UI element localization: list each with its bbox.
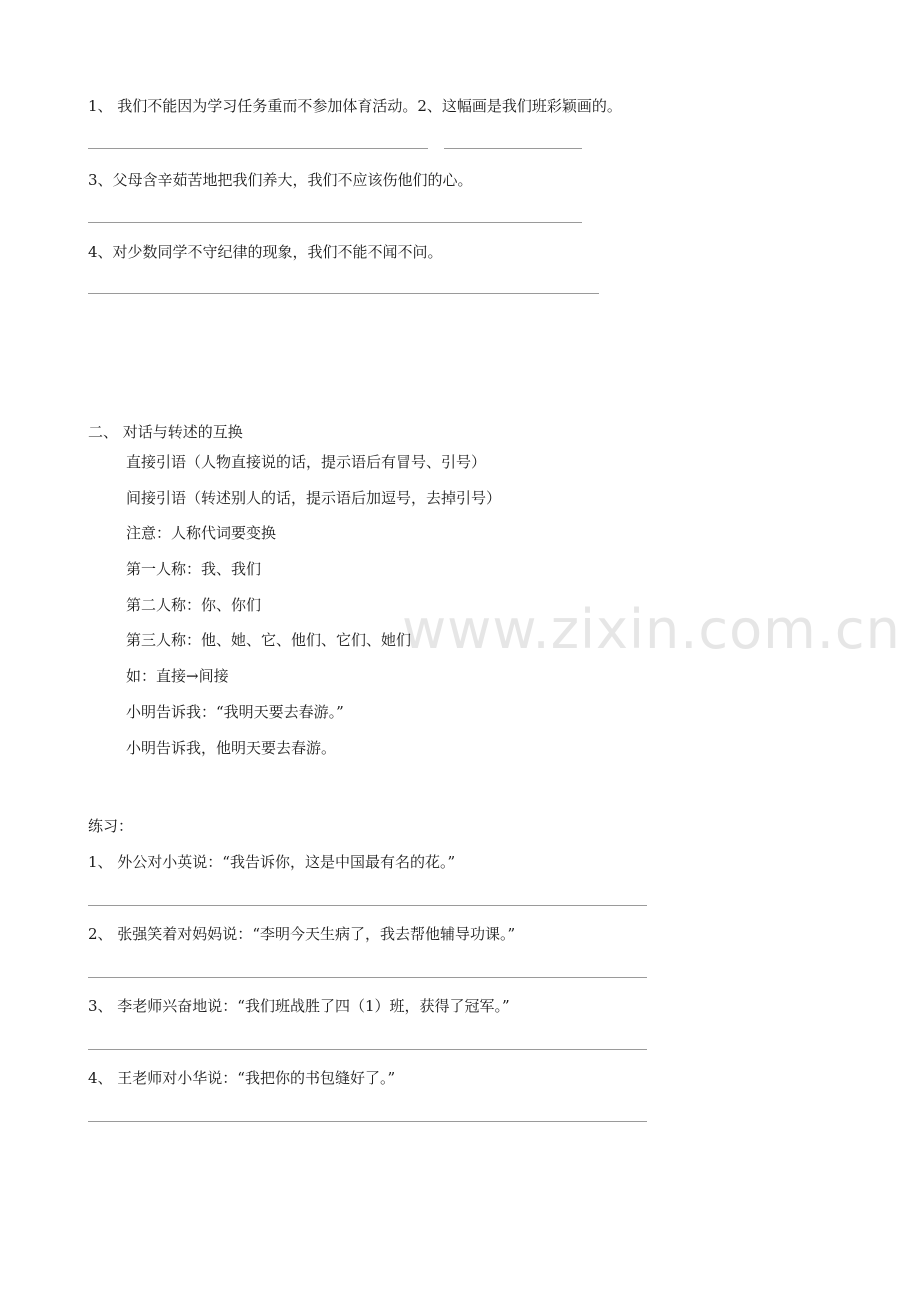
- note-line: 第二人称：你、你们: [126, 596, 262, 614]
- watermark: www.zixin.com.cn: [402, 598, 901, 661]
- answer-line: [88, 1121, 647, 1122]
- answer-line: [88, 977, 647, 978]
- answer-line: [88, 148, 428, 149]
- note-line: 直接引语（人物直接说的话，提示语后有冒号、引号）: [126, 453, 487, 471]
- practice-item: 1、 外公对小英说：“我告诉你，这是中国最有名的花。”: [88, 853, 456, 871]
- exercise-item-3: 3、父母含辛茹苦地把我们养大，我们不应该伤他们的心。: [88, 171, 473, 189]
- answer-line: [444, 148, 582, 149]
- exercise-item-4: 4、对少数同学不守纪律的现象，我们不能不闻不问。: [88, 243, 443, 261]
- note-line: 第三人称：他、她、它、他们、它们、她们: [126, 631, 412, 649]
- answer-line: [88, 222, 582, 223]
- practice-heading: 练习：: [88, 817, 134, 835]
- note-line: 如：直接→间接: [126, 667, 229, 685]
- practice-item: 4、 王老师对小华说：“我把你的书包缝好了。”: [88, 1069, 396, 1087]
- section-heading: 二、 对话与转述的互换: [88, 423, 243, 441]
- note-line: 注意：人称代词要变换: [126, 524, 277, 542]
- answer-line: [88, 1049, 647, 1050]
- example-indirect: 小明告诉我，他明天要去春游。: [126, 739, 337, 757]
- example-direct: 小明告诉我：“我明天要去春游。”: [126, 703, 344, 721]
- note-line: 第一人称：我、我们: [126, 560, 262, 578]
- practice-item: 2、 张强笑着对妈妈说：“李明今天生病了，我去帮他辅导功课。”: [88, 925, 516, 943]
- note-line: 间接引语（转述别人的话，提示语后加逗号，去掉引号）: [126, 489, 502, 507]
- answer-line: [88, 905, 647, 906]
- practice-item: 3、 李老师兴奋地说：“我们班战胜了四（1）班，获得了冠军。”: [88, 997, 510, 1015]
- exercise-item-1-2: 1、 我们不能因为学习任务重而不参加体育活动。2、这幅画是我们班彩颖画的。: [88, 97, 622, 115]
- answer-line: [88, 293, 599, 294]
